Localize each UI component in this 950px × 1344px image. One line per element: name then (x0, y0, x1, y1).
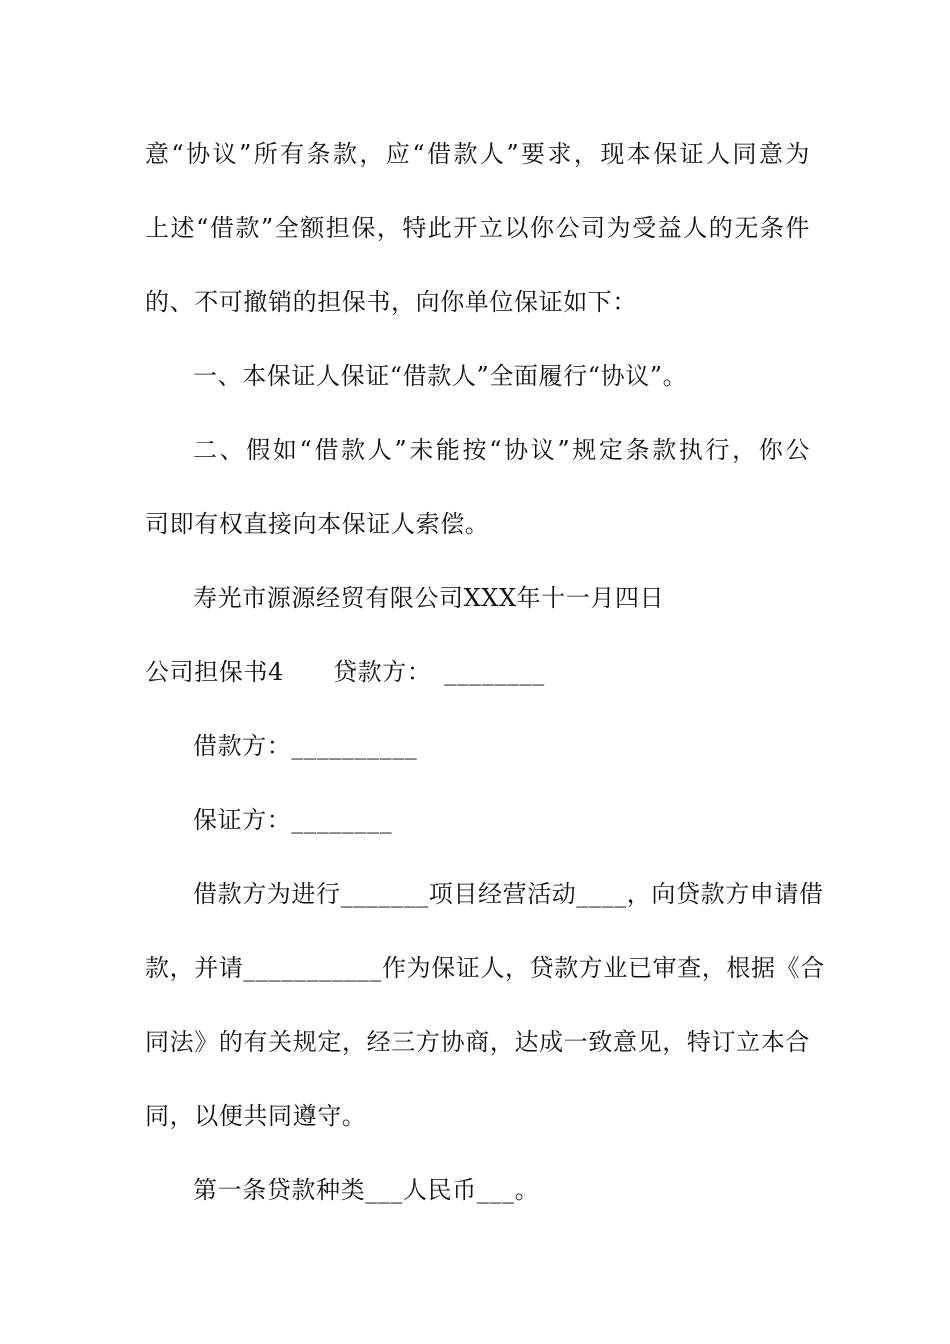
borrower-field: 借款方：__________ (193, 732, 418, 760)
paragraph-line: 上述“借款”全额担保，特此开立以你公司为受益人的无条件 (145, 214, 810, 242)
paragraph-line: 同法》的有关规定，经三方协商，达成一致意见，特订立本合 (145, 1028, 810, 1056)
article-one: 第一条贷款种类___人民币___。 (193, 1176, 540, 1204)
section-heading: 公司担保书4 贷款方： ________ (145, 658, 545, 686)
paragraph-line: 的、不可撤销的担保书，向你单位保证如下： (145, 288, 637, 316)
clause-one: 一、本保证人保证“借款人”全面履行“协议”。 (193, 362, 688, 390)
paragraph-line: 司即有权直接向本保证人索偿。 (145, 510, 490, 538)
paragraph-line: 款，并请___________作为保证人，贷款方业已审查，根据《合 (145, 954, 825, 982)
clause-two: 二、假如“借款人”未能按“协议”规定条款执行，你公 (193, 436, 810, 464)
paragraph-line: 意“协议”所有条款，应“借款人”要求，现本保证人同意为 (145, 140, 810, 168)
paragraph-line: 同，以便共同遵守。 (145, 1102, 367, 1130)
paragraph-line: 借款方为进行_______项目经营活动____，向贷款方申请借 (193, 880, 824, 908)
signature-line: 寿光市源源经贸有限公司XXX年十一月四日 (193, 584, 665, 612)
guarantor-field: 保证方：________ (193, 806, 393, 834)
